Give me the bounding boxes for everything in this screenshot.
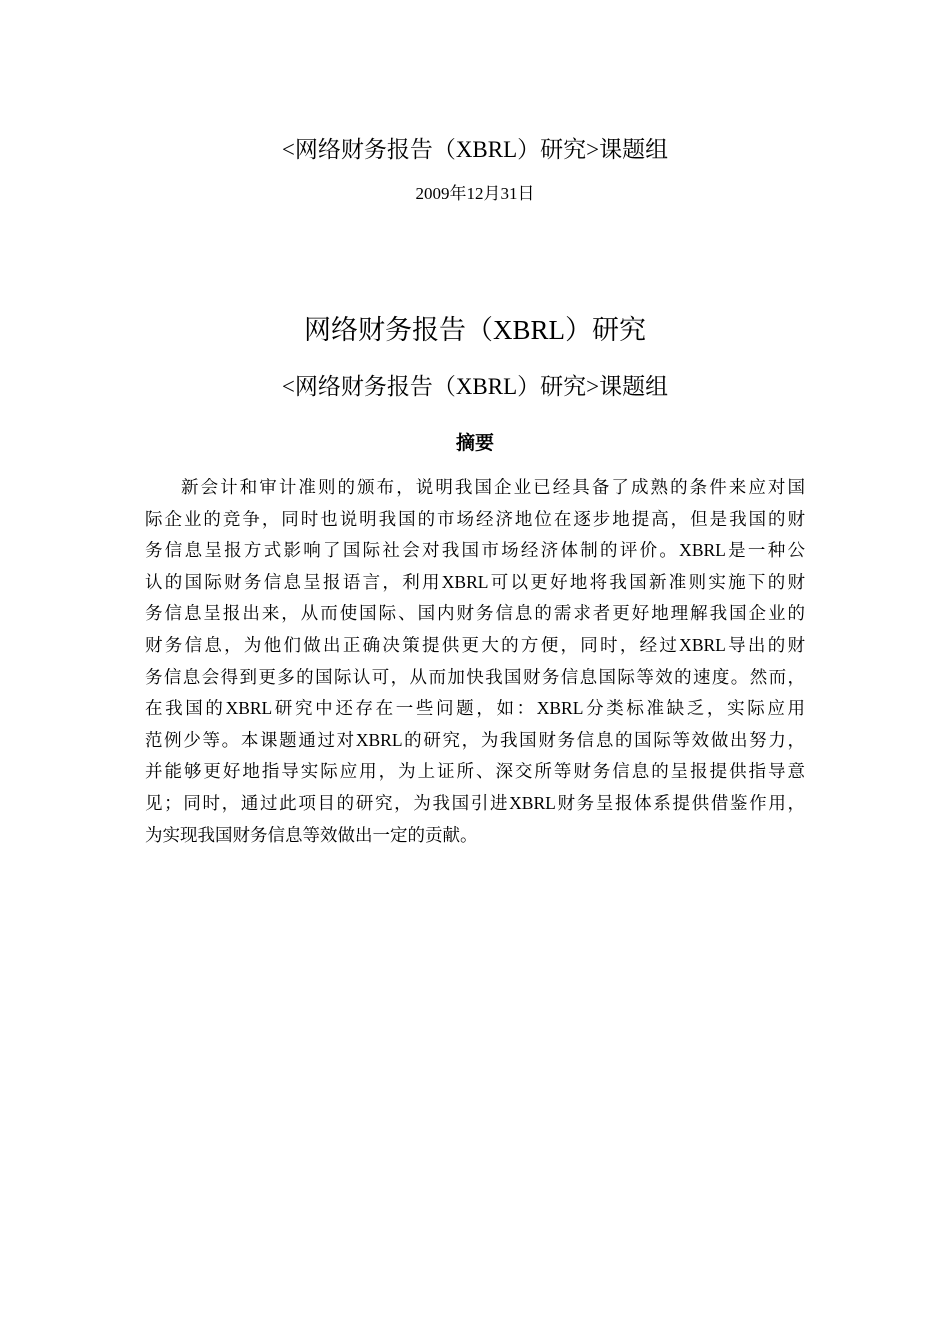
cover-group-name: <网络财务报告（XBRL）研究>课题组 <box>281 137 669 162</box>
paper-title-part-1: 网络财务报告（ <box>303 315 493 346</box>
paper-title-part-2: ）研究 <box>565 315 646 346</box>
abstract-line: 财务信息，为他们做出正确决策提供更大的方便，同时，经过XBRL导出的财 <box>145 634 805 655</box>
abstract-line: 在我国的XBRL研究中还存在一些问题，如：XBRL分类标准缺乏，实际应用 <box>145 698 805 719</box>
abstract-line: 为实现我国财务信息等效做出一定的贡献。 <box>145 824 478 845</box>
abstract-line: 际企业的竞争，同时也说明我国的市场经济地位在逐步地提高，但是我国的财 <box>145 508 805 529</box>
abstract-line: 并能够更好地指导实际应用，为上证所、深交所等财务信息的呈报提供指导意 <box>145 761 805 782</box>
abstract-heading: 摘要 <box>455 432 494 454</box>
cover-date: 2009年12月31日 <box>415 184 535 203</box>
abstract-line: 见；同时，通过此项目的研究，为我国引进XBRL财务呈报体系提供借鉴作用， <box>145 792 805 813</box>
abstract-line: 认的国际财务信息呈报语言，利用XBRL可以更好地将我国新准则实施下的财 <box>145 571 805 592</box>
abstract-line: 务信息呈报出来，从而使国际、国内财务信息的需求者更好地理解我国企业的 <box>145 603 805 624</box>
abstract-line: 新会计和审计准则的颁布，说明我国企业已经具备了成熟的条件来应对国 <box>181 477 805 497</box>
abstract-line: 务信息会得到更多的国际认可，从而加快我国财务信息国际等效的速度。然而， <box>145 666 805 687</box>
paper-title <box>0 310 950 351</box>
abstract-line: 务信息呈报方式影响了国际社会对我国市场经济体制的评价。XBRL是一种公 <box>145 540 805 561</box>
abstract-line: 范例少等。本课题通过对XBRL的研究，为我国财务信息的国际等效做出努力， <box>145 729 805 750</box>
paper-title-xbrl: XBRL <box>492 315 565 345</box>
abstract-body <box>145 472 805 851</box>
paper-group-name: <网络财务报告（XBRL）研究>课题组 <box>281 374 669 399</box>
